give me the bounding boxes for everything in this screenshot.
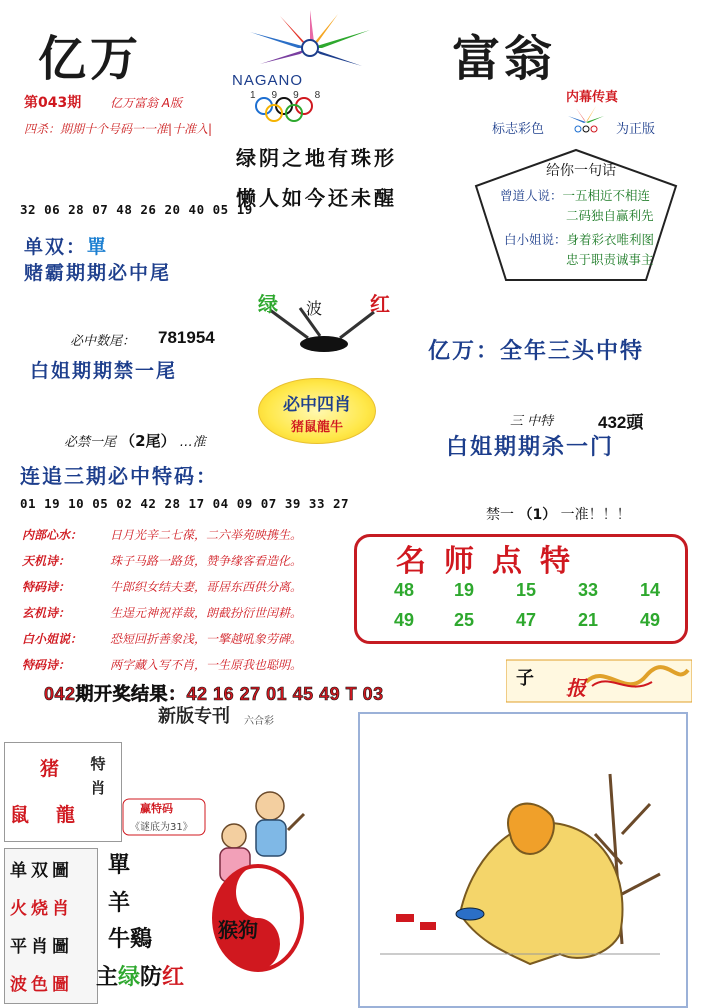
- issue-brand: 亿万富翁 A版: [110, 96, 183, 110]
- poem-label: 特码诗：: [22, 658, 71, 672]
- stamp-riddle: 《谜底为31》: [130, 822, 193, 833]
- chart-label: 单双圖: [10, 861, 73, 881]
- ban-door: [486, 504, 631, 524]
- poem-label: 天机诗：: [22, 554, 71, 568]
- ban-door-value: （1）: [518, 507, 557, 523]
- zi-char: 子: [516, 668, 534, 689]
- lion-picture-frame: [358, 712, 688, 1008]
- poem-label: 玄机诗：: [22, 606, 71, 620]
- single-double-value: 單: [87, 236, 109, 258]
- pentagon-saying: 忠于职责诚事主: [566, 252, 654, 267]
- issue-number: 第043期: [24, 95, 82, 111]
- pentagon-heading: 给你一句话: [546, 163, 616, 179]
- ban-door-tail: 一准！！！: [560, 507, 631, 523]
- poem-text: 日月光辛二七葆，二六举苑映携生。: [110, 528, 303, 542]
- master-pick-number: 21: [577, 610, 599, 630]
- pentagon-saying: 身着彩衣唯利图: [566, 232, 655, 247]
- ban-one-label: 必禁一尾: [64, 435, 117, 450]
- poem-text: 牛郎织女结夫妻，哥居东西供分离。: [110, 580, 303, 594]
- single-double: [24, 232, 108, 259]
- fax-right-text: 为正版: [616, 122, 656, 137]
- ban-tail-line: 白姐期期禁一尾: [30, 360, 178, 382]
- master-pick-number: 49: [393, 610, 415, 630]
- must-tail-value: 781954: [158, 328, 215, 347]
- poem-label: 特码诗：: [22, 580, 71, 594]
- master-pick-number: 49: [639, 610, 661, 630]
- olympic-rings-icon: [246, 96, 346, 122]
- issue-line: 四杀：期期十个号码一一准|十准入|: [24, 122, 213, 136]
- magazine-subtitle: 六合彩: [244, 716, 274, 727]
- lion-illustration: [360, 714, 686, 1006]
- three-head-value: 432頭: [598, 413, 644, 432]
- four-zodiac-title: 必中四肖: [283, 395, 351, 415]
- must-tail-label: 必中数尾：: [70, 334, 136, 349]
- pentagon-line: [504, 230, 654, 248]
- streak-title: 连追三期必中特码：: [20, 464, 218, 488]
- pentagon-line: [566, 206, 654, 224]
- zodiac-dragon: 龍: [56, 804, 76, 826]
- poem-line-2: 懒人如今还未醒: [236, 186, 397, 210]
- poem-text: 恐短回折善象浅，一擎越吼象劳碑。: [110, 632, 303, 646]
- zodiac-rat: 鼠: [10, 804, 30, 826]
- four-zodiac-animals: 猪鼠龍牛: [290, 420, 343, 435]
- stamp-text: 赢特码: [140, 802, 173, 815]
- pentagon-saying: 二码独自赢利先: [566, 208, 654, 223]
- magazine-title: 新版专刊: [158, 706, 230, 727]
- vertical-char: 特: [90, 755, 106, 773]
- master-pick-number: 15: [515, 580, 537, 600]
- chart-label: 火烧肖: [10, 899, 73, 919]
- poem-text: 生逞元神祝祥裁，朗截扮衍世闰耕。: [110, 606, 303, 620]
- wave-red: 红: [162, 964, 185, 990]
- numbers-top: 32 06 28 07 48 26 20 40 05 19: [20, 202, 253, 217]
- wave-guard: 防: [140, 964, 163, 990]
- poem-text: 珠子马路一路货，赞争缘客看造化。: [110, 554, 303, 568]
- logo-year: 1998: [250, 90, 337, 101]
- chart-label: 平肖圖: [10, 937, 73, 957]
- poem-line-1: 绿阴之地有珠形: [236, 146, 397, 170]
- single-double-label: 单双：: [24, 236, 88, 258]
- mini-nagano-logo: [560, 104, 612, 134]
- nagano-flower-logo: [210, 8, 410, 74]
- vertical-char: 肖: [90, 779, 106, 797]
- pentagon-saying: 一五相近不相连: [562, 188, 651, 203]
- bottom-wave: [96, 960, 184, 991]
- tail-line: 赌霸期期必中尾: [24, 262, 172, 284]
- three-head-label: 三 中特: [510, 414, 554, 429]
- master-pick-number: 47: [515, 610, 537, 630]
- poem-text: 两字藏入写不肖，一生原我也聪明。: [110, 658, 303, 672]
- poem-label: 内部心水：: [22, 528, 83, 542]
- master-pick-number: 19: [453, 580, 475, 600]
- master-pick-number: 33: [577, 580, 599, 600]
- pentagon-speaker: 曾道人说：: [500, 188, 563, 203]
- bottom-zodiac-2: 牛鷄: [108, 926, 153, 952]
- wave-label: 波: [306, 299, 323, 318]
- ban-one-value: （2尾）: [120, 432, 176, 450]
- title-right: 富翁: [452, 31, 557, 87]
- logo-text: NAGANO: [232, 72, 304, 89]
- zodiac-pig: 猪: [40, 758, 60, 780]
- title-left: 亿万: [38, 31, 143, 87]
- wave-main: 主: [96, 964, 119, 990]
- bottom-zodiac-1: 羊: [108, 890, 131, 916]
- kill-line: 白姐期期杀一门: [446, 435, 615, 460]
- master-pick-title: 名师点特: [396, 544, 588, 579]
- right-headline: 亿万：全年三头中特: [428, 339, 645, 364]
- pentagon-line: [500, 186, 650, 204]
- yin-yang-zodiacs: 猴狗: [218, 918, 258, 942]
- ban-one-tail: …准: [179, 435, 206, 450]
- pentagon-line: [566, 250, 654, 268]
- ban-door-text: 禁一: [486, 507, 514, 523]
- draw-result: 042期开奖结果：42 16 27 01 45 49 T 03: [44, 684, 384, 704]
- fax-title: 内幕传真: [566, 90, 619, 105]
- numbers-bottom: 01 19 10 05 02 42 28 17 04 09 07 39 33 27: [20, 496, 350, 511]
- green-wave-label: 绿: [258, 292, 278, 316]
- master-pick-number: 14: [639, 580, 661, 600]
- vertical-label: [86, 752, 110, 800]
- ban-one: [64, 430, 206, 451]
- pentagon-speaker: 白小姐说：: [504, 232, 567, 247]
- master-pick-number: 25: [453, 610, 475, 630]
- bao-char: 报: [566, 676, 586, 700]
- fax-left-text: 标志彩色: [492, 122, 545, 137]
- chart-label: 波色圖: [10, 975, 73, 995]
- red-wave-label: 红: [370, 292, 390, 316]
- wave-green: 绿: [118, 964, 141, 990]
- bottom-danshuang: 單: [108, 852, 131, 878]
- master-pick-number: 48: [393, 580, 415, 600]
- poem-label: 白小姐说：: [22, 632, 83, 646]
